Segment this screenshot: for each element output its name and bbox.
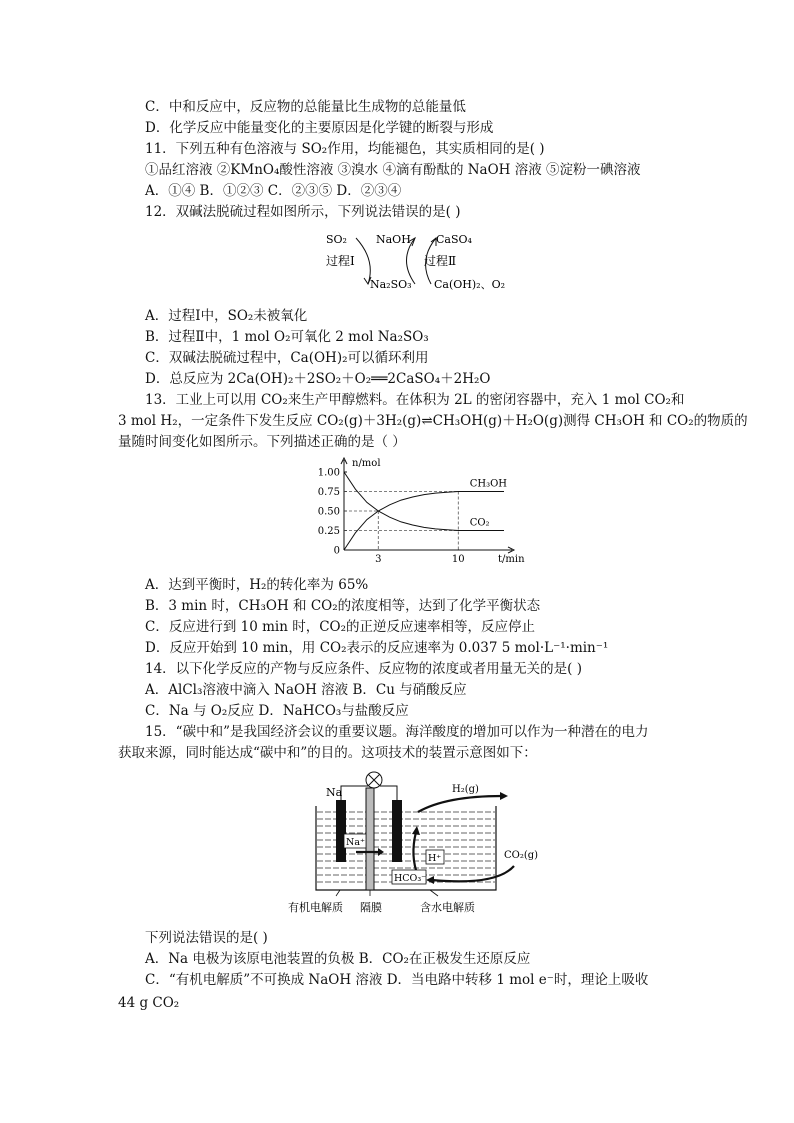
q15-options-cd: C．“有机电解质”不可换成 NaOH 溶液 D．当电路中转移 1 mol e⁻时，理论上吸收 — [145, 972, 649, 988]
q12-option-b: B．过程Ⅱ中，1 mol O₂可氧化 2 mol Na₂SO₃ — [145, 329, 429, 345]
q13-option-b: B．3 min 时，CH₃OH 和 CO₂的浓度相等，达到了化学平衡状态 — [145, 598, 541, 614]
q11-stem: 11．下列五种有色溶液与 SO₂作用，均能褪色，其实质相同的是( ) — [145, 141, 545, 157]
q12-option-a: A．过程Ⅰ中，SO₂未被氧化 — [145, 308, 308, 324]
cycle-caoh2-o2: Ca(OH)₂、O₂ — [434, 278, 506, 291]
cycle-process-1: 过程Ⅰ — [326, 254, 355, 268]
y-tick-label: 0 — [333, 545, 340, 557]
q12-option-c: C．双碱法脱硫过程中，Ca(OH)₂可以循环利用 — [145, 350, 429, 366]
q15-stem-2: 获取来源，同时能达成“碳中和”的目的。这项技术的装置示意图如下： — [118, 745, 537, 761]
label-na-ion: Na⁺ — [346, 837, 365, 848]
leader-aqueous — [430, 890, 438, 896]
label-na: Na — [326, 786, 343, 799]
label-co2: CO₂(g) — [504, 850, 539, 861]
h-ion-arrowhead — [412, 826, 420, 835]
q15-options-ab: A．Na 电极为该原电池装置的负极 B．CO₂在正极发生还原反应 — [145, 951, 531, 967]
y-axis-label: n/mol — [352, 458, 381, 469]
y-tick-label: 0.50 — [317, 506, 340, 518]
q15-stem-1: 15．“碳中和”是我国经济会议的重要议题。海洋酸度的增加可以作为一种潜在的电力 — [145, 724, 649, 740]
label-organic: 有机电解质 — [288, 901, 343, 914]
leader-organic — [336, 890, 340, 896]
q13-stem-2: 3 mol H₂，一定条件下发生反应 CO₂(g)＋3H₂(g)⇌CH₃OH(g)＋H₂O(g)测得 CH₃OH 和 CO₂的物质的 — [118, 413, 748, 429]
label-aqueous: 含水电解质 — [420, 901, 475, 914]
cycle-caso4: CaSO₄ — [436, 233, 472, 246]
cycle-arc-1 — [356, 238, 370, 284]
cycle-process-2: 过程Ⅱ — [424, 254, 457, 268]
x-tick-label: 10 — [451, 554, 465, 565]
q11-items: ①品红溶液 ②KMnO₄酸性溶液 ③溴水 ④滴有酚酞的 NaOH 溶液 ⑤淀粉一碘溶液 — [145, 162, 641, 178]
q13-stem-3: 量随时间变化如图所示。下列描述正确的是（ ） — [118, 434, 406, 450]
label-membrane: 隔膜 — [360, 901, 382, 914]
co2-arrowhead — [426, 876, 434, 884]
q15-cell-diagram — [288, 766, 556, 918]
cycle-na2so3: Na₂SO₃ — [370, 278, 412, 291]
x-tick-label: 3 — [375, 554, 382, 565]
q13-option-d: D．反应开始到 10 min，用 CO₂表示的反应速率为 0.037 5 mol·L⁻¹·min⁻¹ — [145, 640, 609, 656]
q12-stem: 12．双碱法脱硫过程如图所示，下列说法错误的是( ) — [145, 204, 461, 220]
h2-arrowhead — [500, 792, 508, 800]
x-axis-label: t/min — [498, 554, 525, 565]
y-tick-label: 0.75 — [317, 487, 340, 498]
y-tick-label: 0.25 — [317, 526, 340, 537]
q15-option-d-cont: 44 g CO₂ — [118, 995, 180, 1011]
series-label-1: CO₂ — [469, 517, 490, 529]
membrane-bar — [366, 788, 374, 890]
q13-stem-1: 13．工业上可以用 CO₂来生产甲醇燃料。在体积为 2L 的密闭容器中，充入 1 mol CO₂和 — [145, 392, 685, 408]
q15-question: 下列说法错误的是( ) — [145, 930, 268, 946]
label-hco3: HCO₃⁻ — [394, 873, 427, 884]
label-h2: H₂(g) — [452, 784, 479, 795]
q13-chart — [306, 452, 525, 568]
na-electrode — [336, 800, 346, 862]
wire-right — [380, 786, 397, 800]
wire-left — [341, 786, 368, 800]
na-ion-arrowhead — [378, 848, 384, 856]
positive-electrode — [392, 800, 402, 862]
q12-cycle-diagram — [318, 226, 518, 296]
cycle-naoh: NaOH — [376, 233, 411, 246]
series-label-0: CH₃OH — [469, 478, 508, 490]
h2-arrow — [418, 796, 502, 812]
q12-option-d: D．总反应为 2Ca(OH)₂＋2SO₂＋O₂══2CaSO₄＋2H₂O — [145, 371, 491, 387]
y-tick-label: 1.00 — [317, 467, 340, 479]
q14-stem: 14．以下化学反应的产物与反应条件、反应物的浓度或者用量无关的是( ) — [145, 661, 583, 677]
cycle-so2: SO₂ — [326, 233, 347, 246]
q10-option-d: D．化学反应中能量变化的主要原因是化学键的断裂与形成 — [145, 120, 494, 136]
q10-option-c: C．中和反应中，反应物的总能量比生成物的总能量低 — [145, 99, 466, 115]
q13-option-a: A．达到平衡时，H₂的转化率为 65% — [145, 577, 369, 593]
q14-options-cd: C．Na 与 O₂反应 D．NaHCO₃与盐酸反应 — [145, 703, 409, 719]
q11-options: A．①④ B．①②③ C．②③⑤ D．②③④ — [145, 183, 402, 199]
q14-options-ab: A．AlCl₃溶液中滴入 NaOH 溶液 B．Cu 与硝酸反应 — [145, 682, 467, 698]
label-h-ion: H⁺ — [428, 853, 442, 864]
q13-option-c: C．反应进行到 10 min 时，CO₂的正逆反应速率相等，反应停止 — [145, 619, 536, 635]
